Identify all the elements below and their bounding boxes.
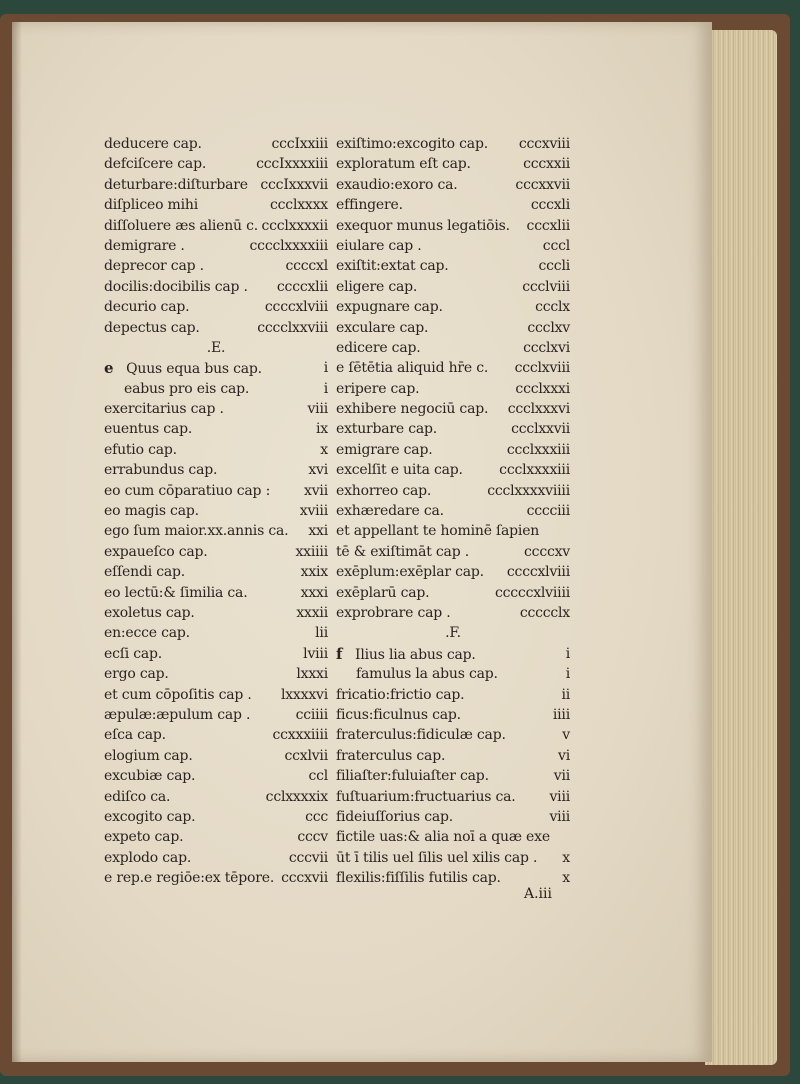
- index-entry: [104, 583, 328, 603]
- signature-mark: A.iii: [524, 886, 552, 902]
- index-entry: [104, 807, 328, 827]
- index-entry: [104, 848, 328, 868]
- entry-term: explodo cap.: [104, 849, 192, 866]
- index-entry: [104, 134, 328, 154]
- entry-chapter-number: ccclxxxxviiii: [487, 482, 570, 499]
- index-entry: [104, 644, 328, 664]
- index-entry: [336, 603, 570, 623]
- index-entry: [104, 175, 328, 195]
- entry-term: exculare cap.: [336, 319, 429, 336]
- index-entry: [104, 623, 328, 643]
- entry-chapter-number: cccxxvii: [515, 176, 570, 193]
- entry-chapter-number: ccclxviii: [514, 360, 570, 377]
- entry-term: excubiæ cap.: [104, 768, 196, 785]
- entry-chapter-number: xxiiii: [295, 543, 328, 560]
- entry-term: e ſētētia aliquid hr̄e c.: [336, 360, 489, 377]
- index-entry: [104, 542, 328, 562]
- entry-chapter-number: cccxvii: [281, 870, 328, 887]
- entry-chapter-number: ccclxv: [527, 319, 570, 336]
- index-entry: [104, 521, 328, 541]
- entry-chapter-number: ccclviii: [522, 278, 570, 295]
- entry-chapter-number: lxxxxvi: [280, 686, 328, 703]
- entry-term: fictile uas:& alia noī a quæ exe: [336, 829, 550, 846]
- entry-chapter-number: ccl: [308, 768, 328, 785]
- entry-term: elogium cap.: [104, 747, 193, 764]
- entry-chapter-number: ccclxxxiii: [506, 441, 570, 458]
- entry-chapter-number: ix: [316, 421, 328, 438]
- entry-term: en:ecce cap.: [104, 625, 190, 642]
- entry-term: e rep.e regiōe:ex tēpore.: [104, 870, 275, 887]
- index-entry: [336, 318, 570, 338]
- index-entry: [104, 154, 328, 174]
- entry-term: exiſtimo:excogito cap.: [336, 136, 488, 152]
- entry-term: eſca cap.: [104, 727, 166, 744]
- index-entry: [336, 440, 570, 460]
- entry-chapter-number: ccclx: [535, 299, 570, 316]
- entry-term: defciſcere cap.: [104, 156, 207, 173]
- entry-term: euentus cap.: [104, 421, 193, 438]
- index-entry: [336, 501, 570, 521]
- index-entry: [104, 216, 328, 236]
- index-entry: [336, 134, 570, 154]
- index-entry: [336, 685, 570, 705]
- index-entry: [336, 379, 570, 399]
- index-entry: [104, 236, 328, 256]
- page-edges: [705, 30, 777, 1065]
- entry-term: eo cum cōparatiuo cap :: [104, 482, 271, 499]
- index-entry: [104, 725, 328, 745]
- index-entry: [336, 521, 570, 541]
- index-entry: [336, 277, 570, 297]
- entry-chapter-number: viii: [549, 788, 570, 805]
- entry-chapter-number: xxxii: [296, 604, 328, 621]
- index-entry: [104, 746, 328, 766]
- index-entry: [336, 195, 570, 215]
- entry-chapter-number: vii: [553, 768, 570, 785]
- entry-term: exoletus cap.: [104, 604, 195, 621]
- entry-term: effingere.: [336, 197, 403, 214]
- index-column-left: [104, 134, 328, 888]
- entry-chapter-number: cccIxxxvii: [260, 176, 328, 193]
- index-entry: [336, 562, 570, 582]
- entry-chapter-number: ccccclx: [519, 604, 570, 621]
- entry-term: fideiuſſorius cap.: [336, 808, 454, 825]
- entry-term: exhorreo cap.: [336, 482, 432, 499]
- entry-term: famulus la abus cap.: [356, 666, 498, 683]
- entry-term: exhibere negociū cap.: [336, 401, 489, 418]
- section-initial: e: [104, 359, 114, 378]
- index-entry: [104, 318, 328, 338]
- entry-term: ediſco ca.: [104, 788, 171, 805]
- entry-chapter-number: ccxxxiiii: [272, 727, 328, 744]
- entry-term: ergo cap.: [104, 666, 169, 683]
- index-entry: [104, 277, 328, 297]
- entry-term: et appellant te hominē ſapien: [336, 523, 540, 540]
- index-entry: [104, 664, 328, 684]
- entry-chapter-number: cccccxlviiii: [495, 584, 570, 601]
- index-entry: [336, 236, 570, 256]
- index-entry: [336, 399, 570, 419]
- index-entry: [336, 154, 570, 174]
- index-entry: [336, 175, 570, 195]
- index-entry: [104, 399, 328, 419]
- entry-chapter-number: cccciii: [526, 503, 570, 520]
- entry-term: fraterculus cap.: [336, 747, 446, 764]
- entry-chapter-number: x: [562, 870, 570, 887]
- entry-chapter-number: ccccxv: [524, 543, 570, 560]
- entry-term: deprecor cap .: [104, 258, 204, 275]
- entry-chapter-number: ii: [561, 686, 570, 703]
- entry-term: et cum cōpoſitis cap .: [104, 686, 252, 703]
- entry-term: eſſendi cap.: [104, 564, 186, 581]
- section-heading: .F.: [445, 625, 461, 642]
- entry-chapter-number: cccclxxviii: [257, 319, 328, 336]
- entry-chapter-number: i: [565, 666, 570, 683]
- entry-term: Ilius lia abus cap.: [355, 646, 476, 663]
- entry-chapter-number: xvi: [308, 462, 328, 479]
- entry-chapter-number: viii: [307, 401, 328, 418]
- entry-term: fricatio:frictio cap.: [336, 686, 465, 703]
- index-entry: [336, 787, 570, 807]
- entry-chapter-number: cccclxxxxiii: [249, 237, 328, 254]
- entry-chapter-number: cciiii: [295, 706, 328, 723]
- entry-chapter-number: cccxli: [530, 197, 570, 214]
- entry-term: ūt ī tilis uel ſilis uel xilis cap .: [336, 849, 538, 866]
- entry-chapter-number: iiii: [552, 706, 570, 723]
- entry-chapter-number: cccv: [297, 829, 328, 846]
- entry-chapter-number: ccclxxvii: [511, 421, 570, 438]
- entry-chapter-number: cccl: [542, 237, 570, 254]
- index-entry: [104, 562, 328, 582]
- entry-chapter-number: x: [562, 849, 570, 866]
- entry-term: exhæredare ca.: [336, 503, 444, 520]
- index-entry: [336, 848, 570, 868]
- entry-term: Quus equa bus cap.: [126, 361, 262, 378]
- index-entry: [104, 195, 328, 215]
- entry-chapter-number: ccc: [305, 808, 328, 825]
- entry-chapter-number: ccclxxxvi: [507, 401, 570, 418]
- entry-term: exturbare cap.: [336, 421, 438, 438]
- entry-term: errabundus cap.: [104, 462, 218, 479]
- entry-term: exiſtit:extat cap.: [336, 258, 449, 275]
- entry-chapter-number: i: [323, 380, 328, 397]
- entry-chapter-number: ccccxlviii: [264, 299, 328, 316]
- entry-term: expeto cap.: [104, 829, 184, 846]
- entry-chapter-number: xviii: [299, 503, 328, 520]
- index-entry: [104, 827, 328, 847]
- index-entry: [104, 501, 328, 521]
- entry-chapter-number: ccclxxxi: [515, 380, 570, 397]
- entry-term: flexilis:fiſſilis futilis cap.: [336, 870, 501, 887]
- index-entry: [336, 664, 570, 684]
- index-entry: [104, 460, 328, 480]
- index-entry: [336, 460, 570, 480]
- index-entry: [104, 440, 328, 460]
- entry-chapter-number: viii: [549, 808, 570, 825]
- entry-term: excogito cap.: [104, 808, 196, 825]
- entry-term: edicere cap.: [336, 339, 421, 356]
- entry-term: deducere cap.: [104, 136, 202, 152]
- entry-term: exēplum:exēplar cap.: [336, 564, 484, 581]
- index-entry: [336, 542, 570, 562]
- entry-term: exploratum eſt cap.: [336, 156, 471, 173]
- entry-term: expugnare cap.: [336, 299, 443, 316]
- index-column-right: [336, 134, 570, 888]
- entry-chapter-number: xxi: [308, 523, 328, 540]
- entry-term: eligere cap.: [336, 278, 418, 295]
- section-heading: .E.: [206, 339, 226, 356]
- entry-chapter-number: xxxi: [300, 584, 328, 601]
- entry-chapter-number: ccclxxxx: [270, 197, 328, 214]
- index-entry: [104, 379, 328, 399]
- entry-term: filiaſter:fuluiaſter cap.: [336, 768, 489, 785]
- index-entry: [104, 297, 328, 317]
- entry-chapter-number: cccvii: [288, 849, 328, 866]
- index-entry: [336, 583, 570, 603]
- entry-chapter-number: xvii: [304, 482, 328, 499]
- entry-term: exercitarius cap .: [104, 401, 224, 418]
- entry-chapter-number: lviii: [303, 645, 328, 662]
- entry-chapter-number: lii: [315, 625, 328, 642]
- index-entry: [104, 868, 328, 888]
- index-entry: [104, 419, 328, 439]
- entry-term: eabus pro eis cap.: [124, 380, 250, 397]
- entry-term: æpulæ:æpulum cap .: [104, 706, 251, 723]
- entry-chapter-number: lxxxi: [296, 666, 328, 683]
- index-entry: [104, 358, 328, 378]
- index-entry: [104, 481, 328, 501]
- entry-term: diſſoluere æs alienū c.: [104, 217, 258, 234]
- entry-term: deturbare:diſturbare: [104, 176, 248, 193]
- index-entry: [104, 685, 328, 705]
- entry-term: expaueſco cap.: [104, 543, 208, 560]
- entry-chapter-number: cccIxxxxiii: [256, 156, 328, 173]
- entry-term: decurio cap.: [104, 299, 190, 316]
- index-entry: [336, 807, 570, 827]
- index-entry: [336, 419, 570, 439]
- entry-term: docilis:docibilis cap .: [104, 278, 248, 295]
- entry-term: eo magis cap.: [104, 503, 199, 520]
- index-entry: [104, 256, 328, 276]
- entry-chapter-number: ccccxlviii: [506, 564, 570, 581]
- index-entry: [336, 297, 570, 317]
- entry-chapter-number: cclxxxxix: [265, 788, 328, 805]
- entry-chapter-number: ccccxl: [285, 258, 328, 275]
- entry-term: exaudio:exoro ca.: [336, 176, 458, 193]
- entry-chapter-number: v: [562, 727, 570, 744]
- entry-chapter-number: ccccxlii: [276, 278, 328, 295]
- entry-term: ficus:ficulnus cap.: [336, 706, 461, 723]
- page-gutter: [12, 22, 22, 1062]
- index-entry: [336, 358, 570, 378]
- entry-term: fraterculus:fidiculæ cap.: [336, 727, 506, 744]
- entry-term: tē & exiſtimāt cap .: [336, 543, 469, 560]
- index-entry: [104, 603, 328, 623]
- index-entry: [336, 746, 570, 766]
- entry-term: efutio cap.: [104, 441, 177, 458]
- entry-chapter-number: i: [323, 360, 328, 377]
- index-entry: [336, 766, 570, 786]
- entry-term: eripere cap.: [336, 380, 420, 397]
- entry-chapter-number: ccxlvii: [284, 747, 328, 764]
- index-entry: [336, 256, 570, 276]
- entry-term: exprobrare cap .: [336, 604, 451, 621]
- entry-term: exequor munus legatiōis.: [336, 217, 510, 234]
- entry-chapter-number: i: [565, 645, 570, 662]
- index-entry: [104, 766, 328, 786]
- entry-chapter-number: cccxviii: [518, 136, 570, 152]
- entry-term: demigrare .: [104, 237, 185, 254]
- entry-chapter-number: cccIxxiii: [271, 136, 328, 152]
- entry-term: ego ſum maior.xx.annis ca.: [104, 523, 289, 540]
- entry-term: excelſit e uita cap.: [336, 462, 463, 479]
- entry-term: depectus cap.: [104, 319, 200, 336]
- entry-chapter-number: cccxxii: [523, 156, 570, 173]
- entry-chapter-number: xxix: [300, 564, 328, 581]
- entry-chapter-number: ccclxvi: [523, 339, 570, 356]
- entry-term: exēplarū cap.: [336, 584, 430, 601]
- entry-chapter-number: cccli: [538, 258, 570, 275]
- index-entry: [104, 705, 328, 725]
- entry-term: eo lectū:& ſimilia ca.: [104, 584, 248, 601]
- index-entry: [336, 644, 570, 664]
- entry-chapter-number: ccclxxxxiii: [499, 462, 570, 479]
- index-entry: [336, 725, 570, 745]
- entry-term: eiulare cap .: [336, 237, 422, 254]
- entry-chapter-number: vi: [558, 747, 570, 764]
- entry-chapter-number: cccxlii: [526, 217, 570, 234]
- entry-chapter-number: x: [320, 441, 328, 458]
- index-entry: [336, 827, 570, 847]
- index-entry: [336, 481, 570, 501]
- index-entry: [336, 338, 570, 358]
- index-entry: [104, 787, 328, 807]
- entry-chapter-number: ccclxxxxii: [261, 217, 328, 234]
- entry-term: diſpliceo mihi: [104, 197, 198, 214]
- entry-term: fuſtuarium:fructuarius ca.: [336, 788, 516, 805]
- section-initial: f: [336, 644, 343, 663]
- entry-term: emigrare cap.: [336, 441, 433, 458]
- index-entry: [336, 705, 570, 725]
- entry-term: ecſi cap.: [104, 645, 163, 662]
- index-entry: [336, 216, 570, 236]
